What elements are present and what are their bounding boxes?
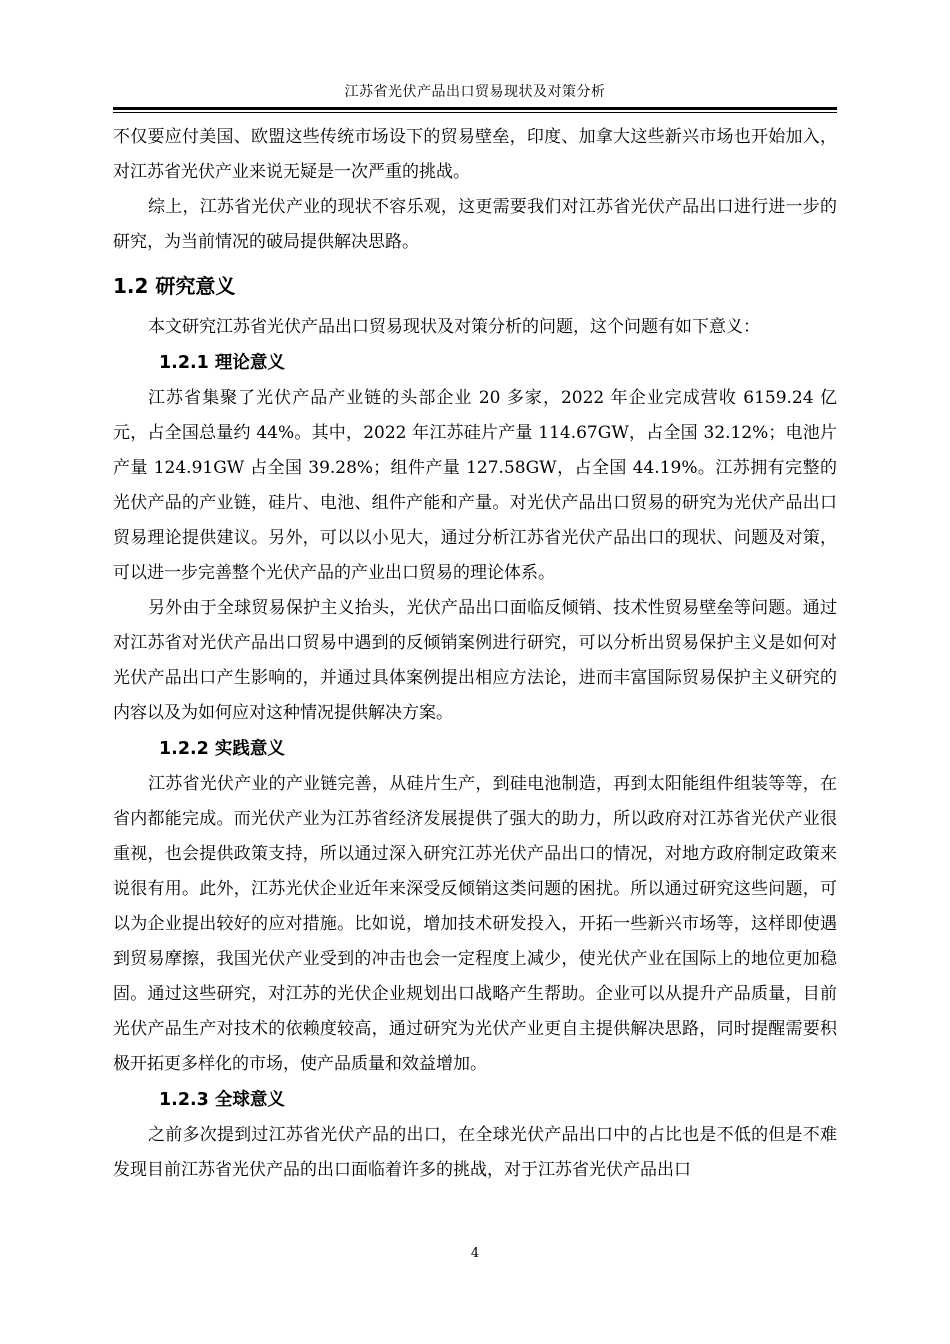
paragraph-summary: 综上，江苏省光伏产业的现状不容乐观，这更需要我们对江苏省光伏产品出口进行进一步的研究，为当前情况的破局提供解决思路。: [113, 197, 837, 252]
section-intro: 本文研究江苏省光伏产品出口贸易现状及对策分析的问题，这个问题有如下意义：: [148, 317, 760, 337]
body-content: [113, 120, 837, 1188]
page-number: 4: [470, 1246, 480, 1261]
subsection-heading-1-2-2: 1.2.2 实践意义: [159, 739, 285, 759]
running-header: 江苏省光伏产品出口贸易现状及对策分析: [344, 84, 606, 100]
paragraph-practice: 江苏省光伏产业的产业链完善，从硅片生产，到硅电池制造，再到太阳能组件组装等等，在省内都能完成。而光伏产业为江苏省经济发展提供了强大的助力，所以政府对江苏省光伏产业很重视，也会提供政策支持，所以通过深入研究江苏光伏产品出口的情况，对地方政府制定政策来说很有用。此外，江苏光伏企业近年来深受反倾销这类问题的困扰。所以通过研究这些问题，可以为企业提出较好的应对措施。比如说，增加技术研发投入，开拓一些新兴市场等，这样即使遇到贸易摩擦，我国光伏产业受到的冲击也会一定程度上减少，使光伏产业在国际上的地位更加稳固。通过这些研究，对江苏的光伏企业规划出口战略产生帮助。企业可以从提升产品质量，目前光伏产品生产对技术的依赖度较高，通过研究为光伏产业更自主提供解决思路，同时提醒需要积极开拓更多样化的市场，使产品质量和效益增加。: [113, 774, 837, 1074]
paragraph-continuation: 不仅要应付美国、欧盟这些传统市场设下的贸易壁垒，印度、加拿大这些新兴市场也开始加入，对江苏省光伏产业来说无疑是一次严重的挑战。: [113, 127, 837, 182]
paragraph-theory-1: 江苏省集聚了光伏产品产业链的头部企业 20 多家，2022 年企业完成营收 6159.24 亿元，占全国总量约 44%。其中，2022 年江苏硅片产量 114.67GW，占全国 32.12%；电池片产量 124.91GW 占全国 39.28%；组件产量 127.58GW，占全国 44.19%。江苏拥有完整的光伏产品的产业链，硅片、电池、组件产能和产量。对光伏产品出口贸易的研究为光伏产品出口贸易理论提供建议。另外，可以以小见大，通过分析江苏省光伏产品出口的现状、问题及对策，可以进一步完善整个光伏产品的产业出口贸易的理论体系。: [113, 388, 837, 583]
header-rule-thin: [113, 112, 837, 113]
section-heading-1-2: 1.2 研究意义: [113, 274, 236, 298]
subsection-heading-1-2-3: 1.2.3 全球意义: [159, 1090, 285, 1110]
header-rule-thick: [113, 107, 837, 110]
paragraph-global: 之前多次提到过江苏省光伏产品的出口，在全球光伏产品出口中的占比也是不低的但是不难发现目前江苏省光伏产品的出口面临着许多的挑战，对于江苏省光伏产品出口: [113, 1125, 837, 1180]
subsection-heading-1-2-1: 1.2.1 理论意义: [159, 353, 285, 373]
paragraph-theory-2: 另外由于全球贸易保护主义抬头，光伏产品出口面临反倾销、技术性贸易壁垒等问题。通过对江苏省对光伏产品出口贸易中遇到的反倾销案例进行研究，可以分析出贸易保护主义是如何对光伏产品出口产生影响的，并通过具体案例提出相应方法论，进而丰富国际贸易保护主义研究的内容以及为如何应对这种情况提供解决方案。: [113, 598, 837, 723]
